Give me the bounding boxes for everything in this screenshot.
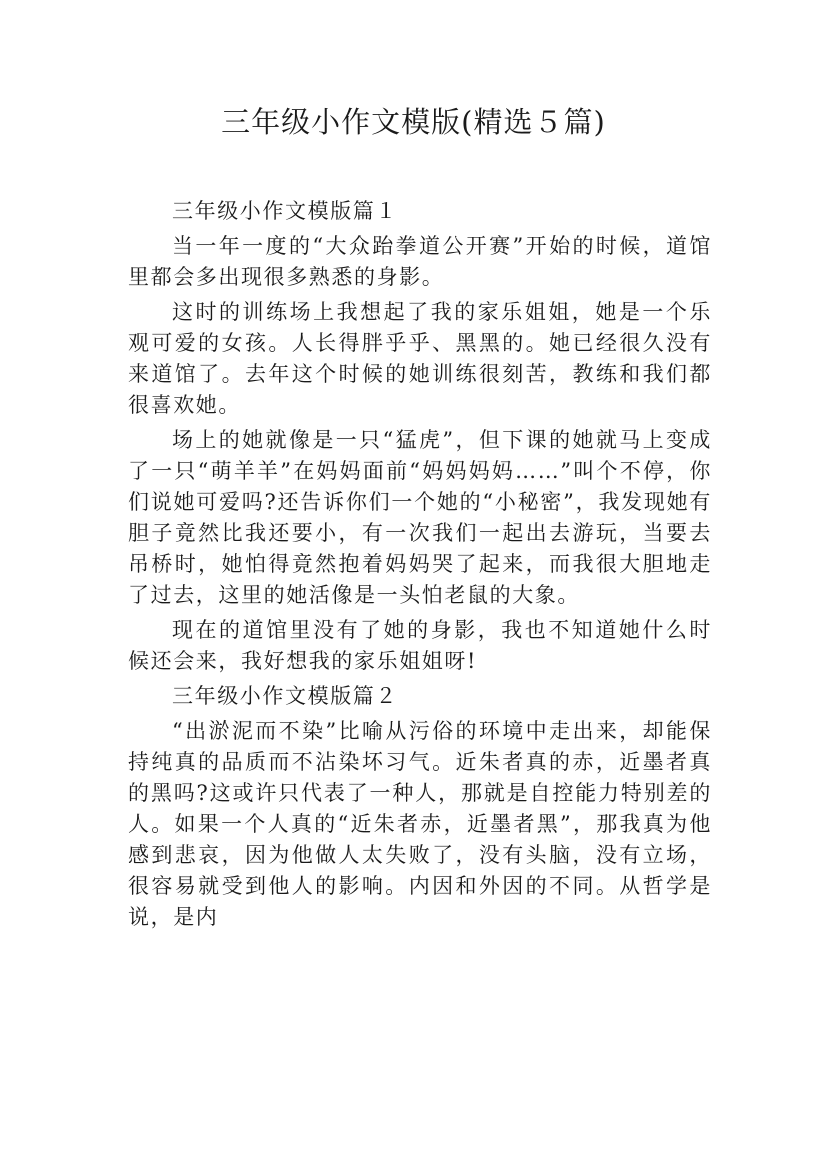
paragraph: 场上的她就像是一只“猛虎”，但下课的她就马上变成了一只“萌羊羊”在妈妈面前“妈妈妈妈……”叫个不停，你们说她可爱吗?还告诉你们一个她的“小秘密”，我发现她有胆子竟然比我还要小，有一次我们一起出去游玩，当要去吊桥时，她怕得竟然抱着妈妈哭了起来，而我很大胆地走了过去，这里的她活像是一头怕老鼠的大象。 — [128, 428, 712, 607]
paragraph: 现在的道馆里没有了她的身影，我也不知道她什么时候还会来，我好想我的家乐姐姐呀! — [128, 618, 712, 673]
section-heading: 三年级小作文模版篇２ — [172, 684, 398, 708]
section-heading: 三年级小作文模版篇１ — [172, 199, 398, 223]
document-body — [128, 196, 712, 937]
paragraph: 当一年一度的“大众跆拳道公开赛”开始的时候，道馆里都会多出现很多熟悉的身影。 — [128, 234, 712, 289]
paragraph: 这时的训练场上我想起了我的家乐姐姐，她是一个乐观可爱的女孩。人长得胖乎乎、黑黑的。她已经很久没有来道馆了。去年这个时候的她训练很刻苦，教练和我们都很喜欢她。 — [128, 300, 712, 417]
document-title: 三年级小作文模版(精选５篇) — [221, 105, 606, 139]
paragraph: “出淤泥而不染”比喻从污俗的环境中走出来，却能保持纯真的品质而不沾染坏习气。近朱者真的赤，近墨者真的黑吗?这或许只代表了一种人，那就是自控能力特别差的人。如果一个人真的“近朱者赤，近墨者黑”，那我真为他感到悲哀，因为他做人太失败了，没有头脑，没有立场，很容易就受到他人的影响。内因和外因的不同。从哲学是说，是内 — [128, 719, 712, 929]
